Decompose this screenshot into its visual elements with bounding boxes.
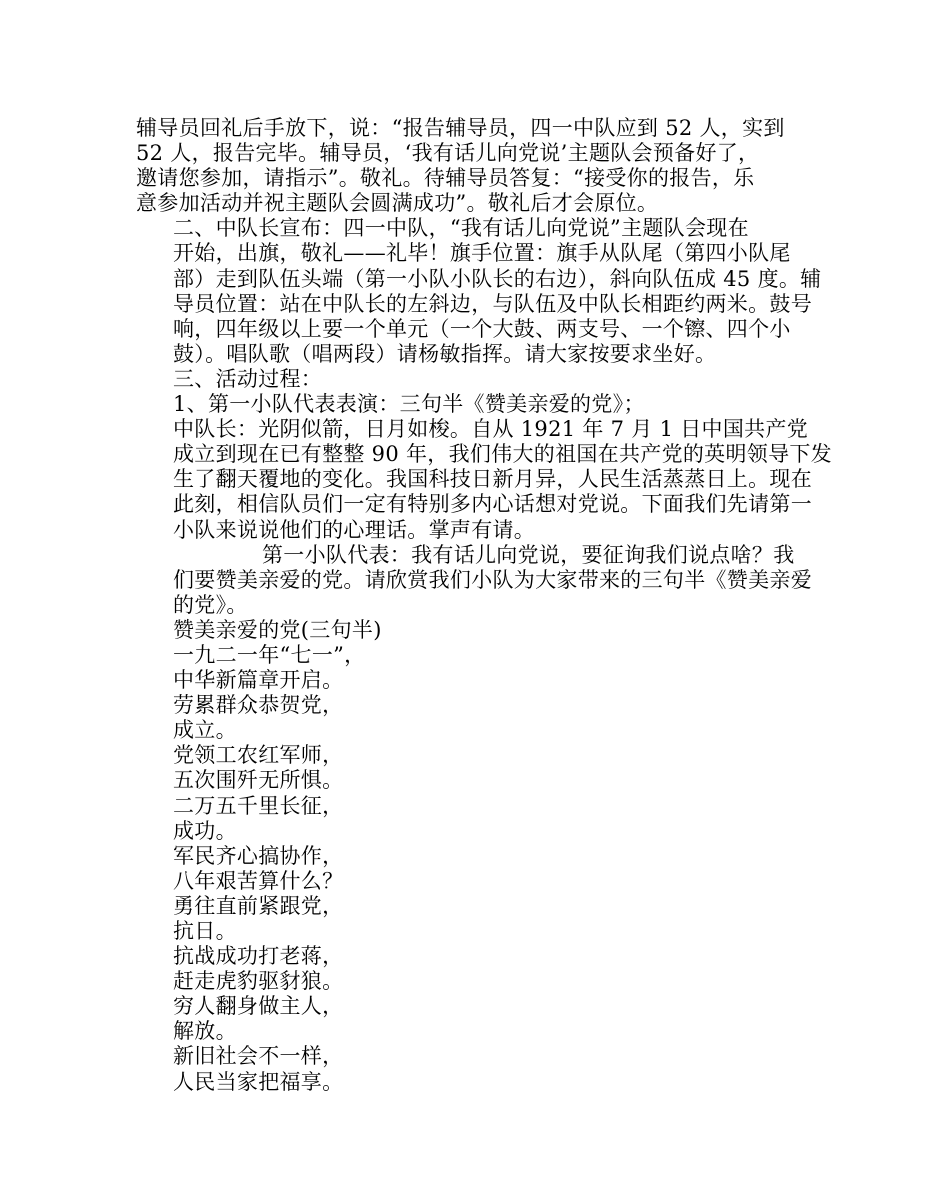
text-line: 穷人翻身做主人， (173, 994, 344, 1019)
text-line: 生了翻天覆地的变化。我国科技日新月异，人民生活蒸蒸日上。现在 (173, 467, 812, 492)
text-line: 二万五千里长征， (173, 793, 344, 818)
text-line: 此刻，相信队员们一定有特别多内心话想对党说。下面我们先请第一 (173, 492, 812, 517)
text-line: 人民当家把福享。 (173, 1069, 344, 1094)
text-line: 军民齐心搞协作， (173, 843, 344, 868)
text-line: 成立到现在已有整整 90 年，我们伟大的祖国在共产党的英明领导下发 (173, 442, 832, 467)
text-line: 一九二一年“七一”， (173, 642, 366, 667)
text-line: 劳累群众恭贺党， (173, 693, 344, 718)
text-line: 中队长：光阴似箭，日月如梭。自从 1921 年 7 月 1 日中国共产党 (173, 417, 809, 442)
paragraph (136, 417, 832, 542)
text-line: 意参加活动并祝主题队会圆满成功”。敬礼后才会原位。 (136, 191, 659, 216)
text-line: 小队来说说他们的心理话。掌声有请。 (173, 517, 536, 542)
text-line: 邀请您参加，请指示”。敬礼。待辅导员答复：“接受你的报告，乐 (136, 166, 755, 191)
text-line: 抗日。 (173, 919, 237, 943)
text-line: 二、中队长宣布：四一中队，“我有话儿向党说”主题队会现在 (173, 216, 749, 241)
paragraph (136, 392, 824, 417)
text-line: 五次围歼无所惧。 (173, 768, 344, 793)
text-line: 1、第一小队代表表演：三句半《赞美亲爱的党》； (173, 392, 645, 417)
text-line: 第一小队代表：我有话儿向党说，要征询我们说点啥？我 (262, 542, 795, 567)
text-line: 响，四年级以上要一个单元（一个大鼓、两支号、一个镲、四个小 (173, 316, 791, 341)
text-line: 三、活动过程： (173, 366, 323, 391)
text-line: 开始，出旗，敬礼——礼毕！旗手位置：旗手从队尾（第四小队尾 (173, 241, 791, 266)
paragraph (136, 367, 824, 392)
text-line: 解放。 (173, 1019, 237, 1044)
text-line: 52 人，报告完毕。辅导员，‘我有话儿向党说’主题队会预备好了， (136, 141, 760, 166)
paragraph (136, 618, 824, 1095)
text-line: 赶走虎豹驱豺狼。 (173, 969, 344, 994)
text-line: 党领工农红军师， (173, 743, 344, 768)
paragraph (136, 116, 824, 216)
text-line: 成立。 (173, 718, 237, 743)
text-line: 鼓）。唱队歌（唱两段）请杨敏指挥。请大家按要求坐好。 (173, 341, 717, 366)
text-line: 中华新篇章开启。 (173, 668, 344, 693)
text-line: 部）走到队伍头端（第一小队小队长的右边），斜向队伍成 45 度。辅 (173, 266, 822, 291)
text-line: 勇往直前紧跟党， (173, 893, 344, 918)
text-line: 辅导员回礼后手放下，说：“报告辅导员，四一中队应到 52 人，实到 (136, 116, 785, 140)
paragraph (136, 543, 824, 618)
text-line: 们要赞美亲爱的党。请欣赏我们小队为大家带来的三句半《赞美亲爱 (173, 567, 812, 592)
text-line: 成功。 (173, 818, 237, 843)
text-line: 赞美亲爱的党(三句半) (173, 617, 382, 642)
text-line: 导员位置：站在中队长的左斜边，与队伍及中队长相距约两米。鼓号 (173, 291, 812, 316)
text-line: 的党》。 (173, 592, 248, 617)
document-body (136, 116, 832, 1095)
text-line: 抗战成功打老蒋， (173, 944, 344, 969)
paragraph (136, 216, 824, 367)
text-line: 八年艰苦算什么？ (173, 868, 344, 893)
text-line: 新旧社会不一样， (173, 1044, 344, 1069)
